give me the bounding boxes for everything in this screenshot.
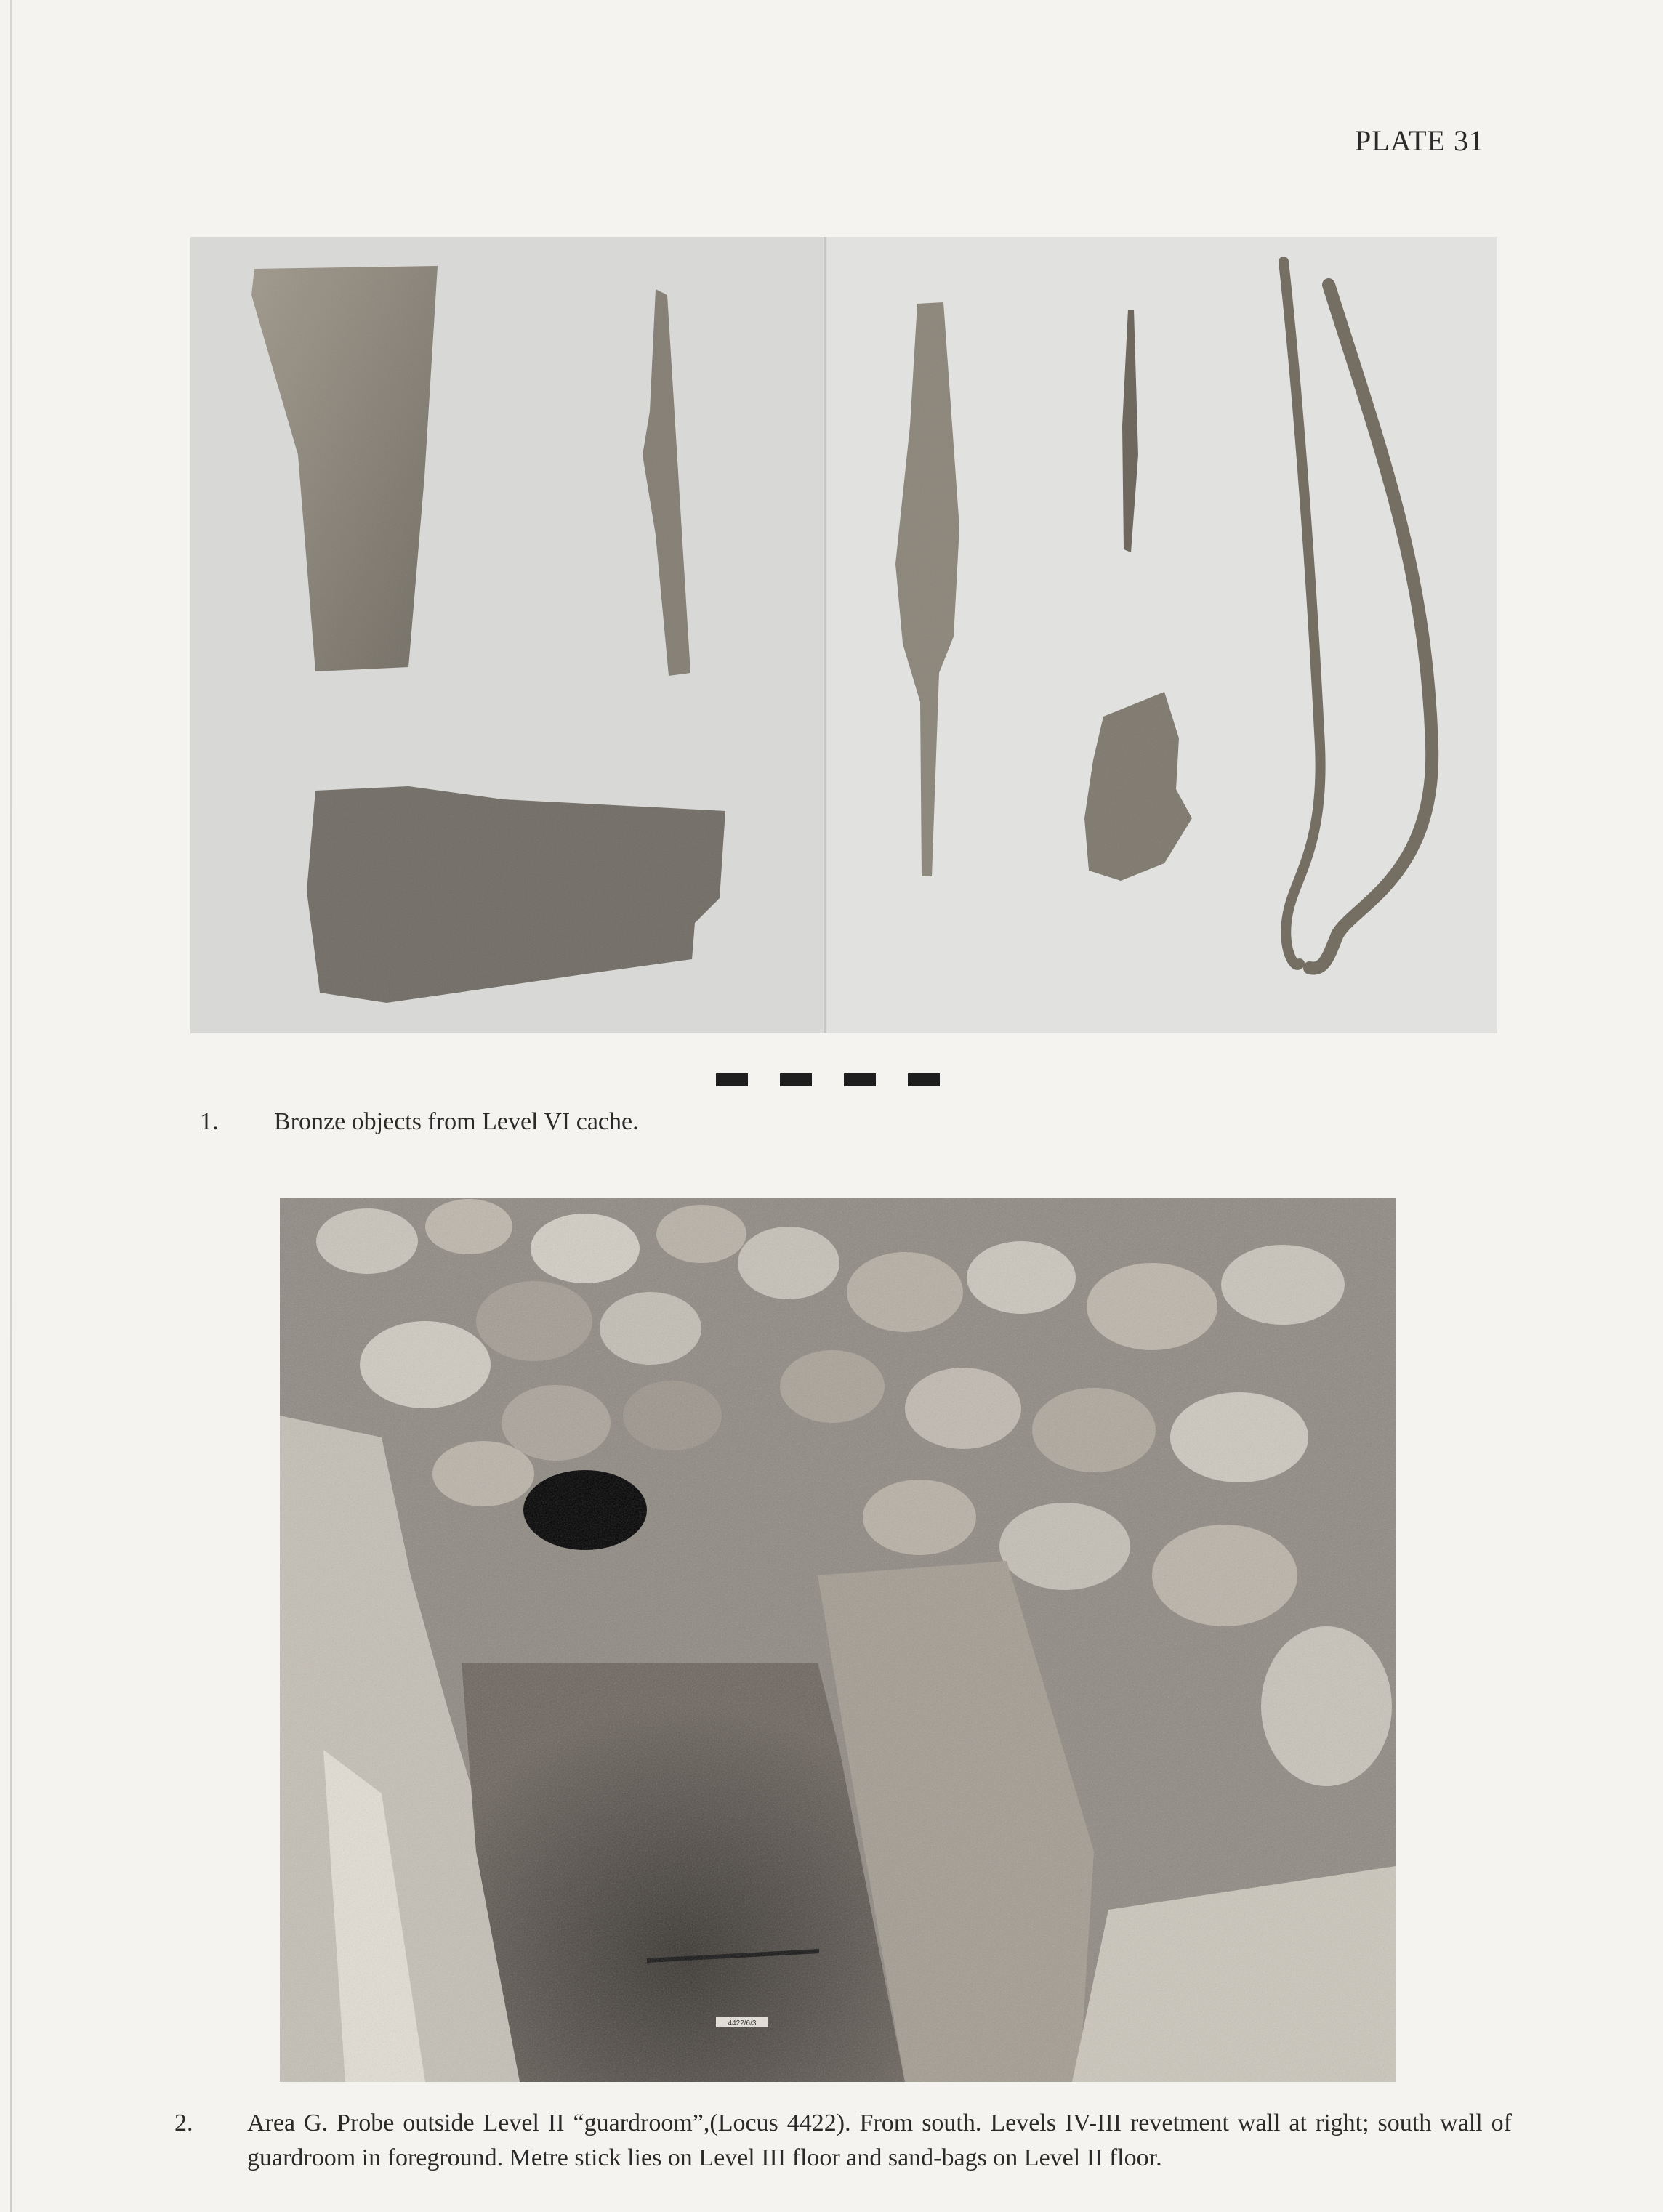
- figure2-number: 2.: [174, 2110, 193, 2136]
- figure1-number: 1.: [200, 1108, 219, 1135]
- figure1-caption: Bronze objects from Level VI cache.: [274, 1108, 639, 1135]
- bronze-objects-photo: [190, 237, 1497, 1033]
- page-edge: [10, 0, 12, 2212]
- plate-label: PLATE 31: [1355, 124, 1484, 157]
- scale-bar: [716, 1073, 940, 1086]
- excavation-probe-photo: [280, 1198, 1396, 2082]
- figure2-caption: Area G. Probe outside Level II “guardroom”,(Locus 4422). From south. Levels IV-III revetment wall at right; south wall of guardroom in foreground. Metre stick lies on Level III floor and sand-bags on Level II floor.: [247, 2110, 1512, 2171]
